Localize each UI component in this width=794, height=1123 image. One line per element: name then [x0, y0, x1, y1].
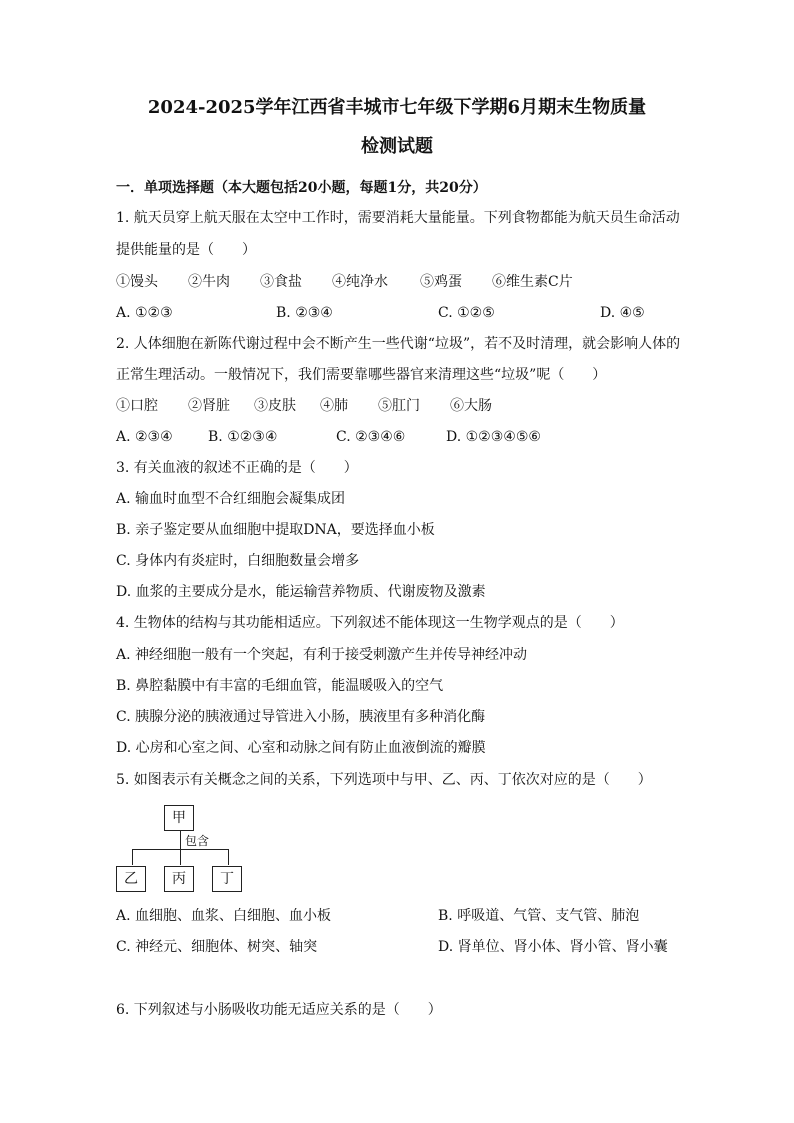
q2-item: ⑤肛门	[378, 398, 420, 414]
q1-stem-line1: 1. 航天员穿上航天服在太空中工作时，需要消耗大量能量。下列食物都能为航天员生命活动	[116, 210, 680, 226]
q1-stem-line2: 提供能量的是（ ）	[116, 242, 256, 258]
q1-item: ②牛肉	[188, 274, 230, 290]
section-heading: 一．单项选择题（本大题包括20小题，每题1分，共20分）	[116, 180, 487, 196]
q2-stem-line2: 正常生理活动。一般情况下，我们需要靠哪些器官来清理这些“垃圾”呢（ ）	[116, 367, 607, 383]
q1-option-b: B. ②③④	[276, 305, 333, 321]
q5-option-b: B. 呼吸道、气管、支气管、肺泡	[438, 908, 640, 924]
q4-option-d: D. 心房和心室之间、心室和动脉之间有防止血液倒流的瓣膜	[116, 740, 486, 756]
q2-item: ①口腔	[116, 398, 158, 414]
q6-stem: 6. 下列叙述与小肠吸收功能无适应关系的是（ ）	[116, 1002, 442, 1018]
diagram-connector	[180, 849, 181, 865]
q5-stem: 5. 如图表示有关概念之间的关系，下列选项中与甲、乙、丙、丁依次对应的是（ ）	[116, 772, 652, 788]
diagram-relation-label: 包含	[185, 834, 210, 848]
q1-item: ①馒头	[116, 274, 158, 290]
q2-item: ③皮肤	[254, 398, 296, 414]
q3-option-b: B. 亲子鉴定要从血细胞中提取DNA，要选择血小板	[116, 522, 435, 538]
q2-option-c: C. ②③④⑥	[336, 429, 406, 445]
q1-item: ③食盐	[260, 274, 302, 290]
q2-item: ⑥大肠	[450, 398, 492, 414]
diagram-connector	[228, 849, 229, 865]
q2-stem-line1: 2. 人体细胞在新陈代谢过程中会不断产生一些代谢“垃圾”，若不及时清理，就会影响人体的	[116, 336, 681, 352]
q4-option-c: C. 胰腺分泌的胰液通过导管进入小肠，胰液里有多种消化酶	[116, 709, 486, 725]
q2-option-a: A. ②③④	[116, 429, 173, 445]
diagram-connector	[132, 849, 133, 865]
q3-stem: 3. 有关血液的叙述不正确的是（ ）	[116, 460, 358, 476]
q1-option-a: A. ①②③	[116, 305, 173, 321]
q2-option-b: B. ①②③④	[208, 429, 278, 445]
q3-option-c: C. 身体内有炎症时，白细胞数量会增多	[116, 553, 360, 569]
diagram-node-child-1: 乙	[116, 866, 146, 892]
q1-item: ④纯净水	[332, 274, 388, 290]
diagram-node-child-3: 丁	[212, 866, 242, 892]
q5-option-d: D. 肾单位、肾小体、肾小管、肾小囊	[438, 939, 668, 955]
paper-title-line1: 2024-2025学年江西省丰城市七年级下学期6月期末生物质量	[147, 97, 647, 118]
q2-option-d: D. ①②③④⑤⑥	[446, 429, 541, 445]
diagram-node-child-2: 丙	[164, 866, 194, 892]
q1-item: ⑤鸡蛋	[420, 274, 462, 290]
q2-item: ②肾脏	[188, 398, 230, 414]
q4-option-a: A. 神经细胞一般有一个突起，有利于接受刺激产生并传导神经冲动	[116, 647, 528, 663]
q1-option-c: C. ①②⑤	[438, 305, 495, 321]
q5-option-c: C. 神经元、细胞体、树突、轴突	[116, 939, 318, 955]
q2-item: ④肺	[320, 398, 348, 414]
diagram-node-top: 甲	[164, 805, 194, 831]
q1-option-d: D. ④⑤	[600, 305, 645, 321]
q3-option-a: A. 输血时血型不合红细胞会凝集成团	[116, 491, 346, 507]
q4-stem: 4. 生物体的结构与其功能相适应。下列叙述不能体现这一生物学观点的是（ ）	[116, 615, 624, 631]
q3-option-d: D. 血浆的主要成分是水，能运输营养物质、代谢废物及激素	[116, 584, 486, 600]
q4-option-b: B. 鼻腔黏膜中有丰富的毛细血管，能温暖吸入的空气	[116, 678, 444, 694]
q1-item: ⑥维生素C片	[492, 274, 573, 290]
q5-option-a: A. 血细胞、血浆、白细胞、血小板	[116, 908, 332, 924]
paper-title-line2: 检测试题	[361, 136, 433, 157]
diagram-connector	[180, 831, 181, 849]
